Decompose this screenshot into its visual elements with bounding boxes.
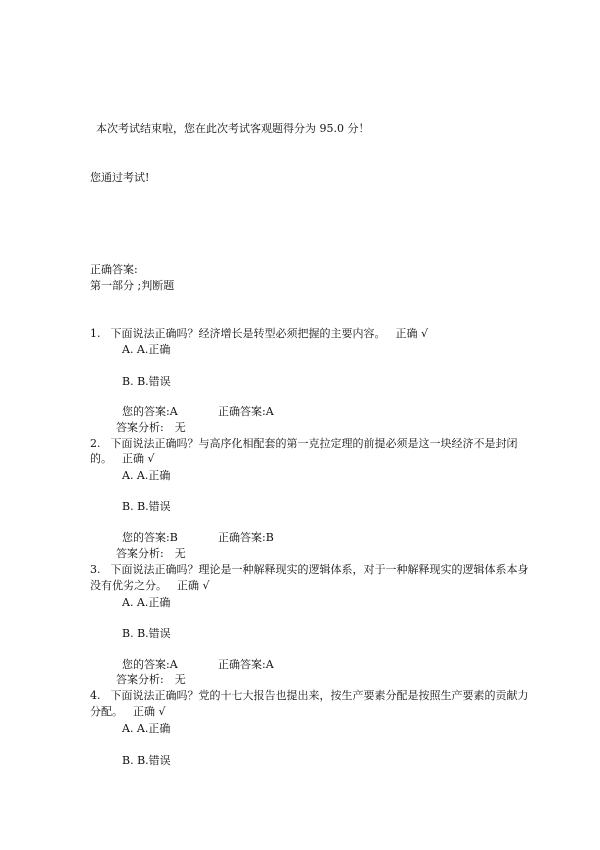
question-tail: 正确 bbox=[122, 452, 144, 465]
check-mark-icon: √ bbox=[158, 705, 166, 718]
question-text: 下面说法正确吗？与高序化相配套的第一克拉定理的前提必须是这一块经济不是封闭 bbox=[110, 437, 518, 450]
question-text: 下面说法正确吗？党的十七大报告也提出来，按生产要素分配是按照生产要素的贡献力 bbox=[110, 689, 529, 702]
question-2 bbox=[90, 437, 518, 451]
question-number: 1. bbox=[90, 327, 101, 340]
question-number: 4. bbox=[90, 689, 101, 702]
option-b: B. B.错误 bbox=[122, 754, 171, 767]
question-1 bbox=[90, 327, 428, 341]
question-tail: 正确 bbox=[177, 579, 199, 592]
check-mark-icon: √ bbox=[421, 327, 429, 340]
question-tail: 正确 bbox=[133, 705, 155, 718]
question-text-continued: 的。 bbox=[90, 452, 112, 465]
your-answer: 您的答案:A bbox=[122, 405, 178, 418]
option-a: A. A.正确 bbox=[122, 469, 171, 482]
question-text-continued: 没有优劣之分。 bbox=[90, 579, 167, 592]
your-answer: 您的答案:B bbox=[122, 531, 178, 544]
check-mark-icon: √ bbox=[202, 579, 210, 592]
option-b: B. B.错误 bbox=[122, 375, 171, 388]
question-text: 下面说法正确吗？经济增长是转型必须把握的主要内容。 bbox=[110, 327, 386, 340]
question-tail: 正确 bbox=[395, 327, 418, 340]
question-2-continued bbox=[90, 452, 155, 466]
option-a: A. A.正确 bbox=[122, 722, 171, 735]
question-number: 2. bbox=[90, 437, 101, 450]
correct-answer: 正确答案:A bbox=[218, 405, 274, 418]
answer-analysis: 答案分析: 无 bbox=[116, 673, 186, 686]
option-b: B. B.错误 bbox=[122, 500, 171, 513]
question-text-continued: 分配。 bbox=[90, 705, 123, 718]
question-4-continued bbox=[90, 705, 166, 719]
answer-row bbox=[122, 405, 274, 419]
answer-row bbox=[122, 658, 274, 672]
score-line: 本次考试结束啦，您在此次考试客观题得分为 95.0 分！ bbox=[96, 122, 370, 135]
question-text: 下面说法正确吗？理论是一种解释现实的逻辑体系，对于一种解释现实的逻辑体系本身 bbox=[110, 563, 529, 576]
option-a: A. A.正确 bbox=[122, 343, 171, 356]
question-4 bbox=[90, 689, 529, 703]
question-number: 3. bbox=[90, 563, 101, 576]
question-3-continued bbox=[90, 579, 210, 593]
option-a: A. A.正确 bbox=[122, 596, 171, 609]
check-mark-icon: √ bbox=[147, 452, 155, 465]
option-b: B. B.错误 bbox=[122, 627, 171, 640]
answer-analysis: 答案分析: 无 bbox=[116, 421, 186, 434]
pass-line: 您通过考试! bbox=[90, 171, 150, 184]
answer-row bbox=[122, 531, 274, 545]
your-answer: 您的答案:A bbox=[122, 658, 178, 671]
answer-analysis: 答案分析: 无 bbox=[116, 547, 186, 560]
part-heading: 第一部分 ;判断题 bbox=[90, 279, 175, 292]
correct-answer: 正确答案:A bbox=[218, 658, 274, 671]
answers-title: 正确答案: bbox=[90, 263, 138, 276]
question-3 bbox=[90, 563, 529, 577]
correct-answer: 正确答案:B bbox=[218, 531, 274, 544]
